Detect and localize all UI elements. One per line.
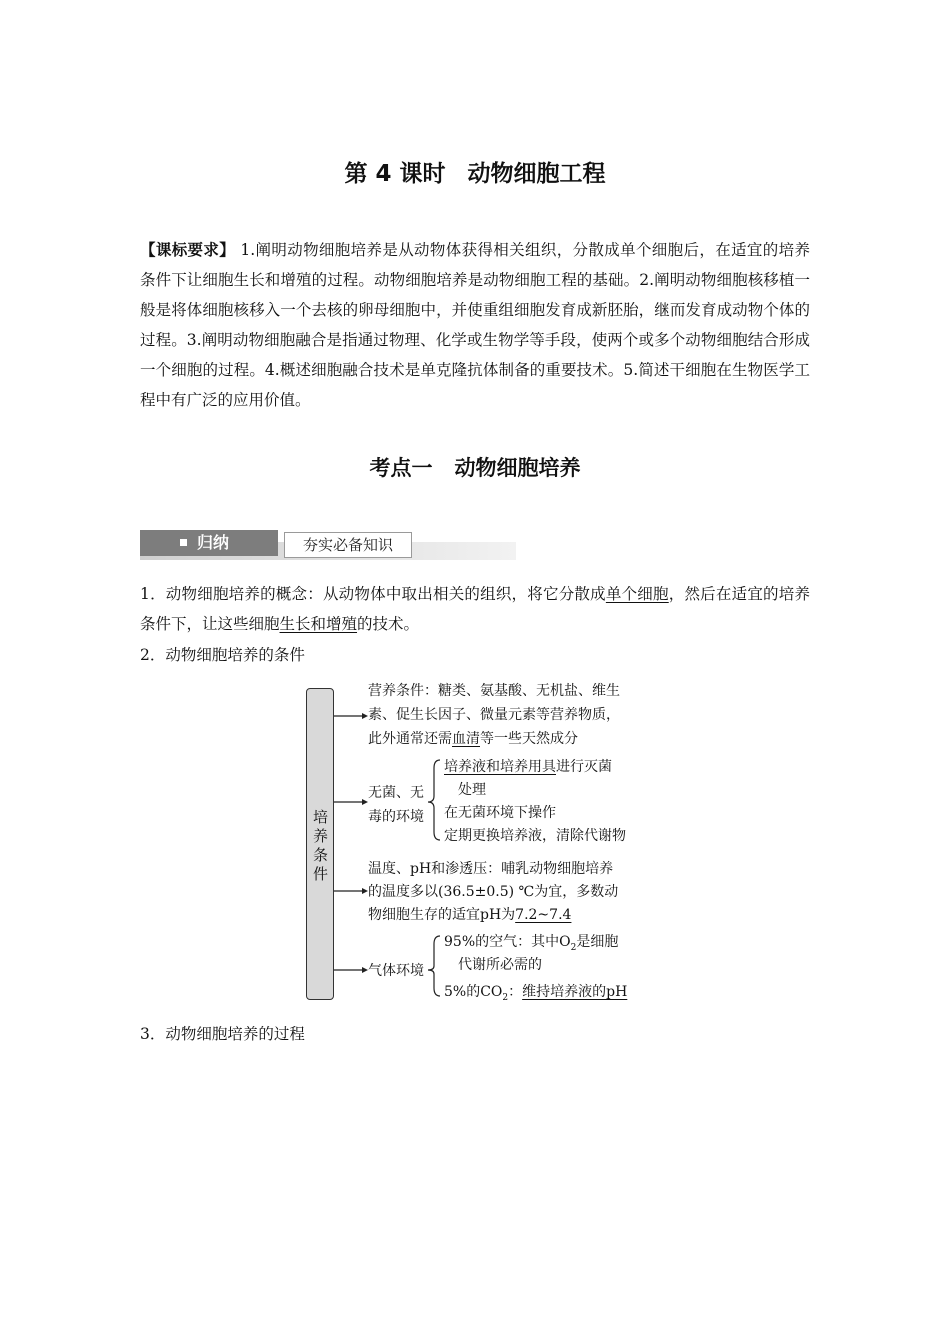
sterile-item-1 [444,756,612,778]
sterile-item-1b: 进行灭菌 [556,759,612,775]
item1-text-a: 从动物体中取出相关的组织，将它分散成 [322,585,606,603]
section-title [0,452,950,482]
gas-item-1c: 代谢所必需的 [458,957,542,973]
item3-number: 3． [140,1025,166,1043]
temp-line-1: 温度、pH和渗透压：哺乳动物细胞培养 [368,861,614,877]
temp-line-2: 的温度多以(36.5±0.5) ℃为宜，多数动 [368,884,619,900]
sterile-label-1: 无菌、无 [368,785,424,801]
item1-underline-growth: 生长和增殖 [279,615,358,633]
nutrition-line-2: 素、促生长因子、微量元素等营养物质， [368,707,620,723]
temp-line-3a: 物细胞生存的适宜pH为 [368,907,516,923]
nutrition-line-1: 营养条件：糖类、氨基酸、无机盐、维生 [368,683,620,699]
item2-label: 动物细胞培养的条件 [165,646,305,664]
nutrition-line-3a: 此外通常还需 [368,731,452,747]
item2-heading [140,643,305,665]
section-number: 考点一 [369,456,433,480]
item1-number: 1． [140,585,166,603]
concept-paragraph [140,579,810,639]
sterile-label-2: 毒的环境 [368,809,424,825]
gas-item-1b: 是细胞 [576,934,619,950]
gas-item-1-sub: 2 [570,942,577,953]
temp-ph-underline: 7.2~7.4 [515,907,572,923]
lesson-number: 第 4 课时 [344,161,446,187]
lesson-title [0,155,950,188]
item1-label: 动物细胞培养的概念： [165,585,323,603]
item3-heading [140,1022,305,1044]
item1-text-b: ，然后在适宜的培养条件下，让这些细胞 [140,585,810,633]
requirements-label: 【课标要求】 [140,241,236,259]
item1-text-c: 的技术。 [357,615,420,633]
lesson-name: 动物细胞工程 [467,161,606,187]
curriculum-requirements [140,235,810,415]
temp-line-3 [368,904,571,926]
gas-label: 气体环境 [368,963,424,979]
diagram-root-label: 培养条件 [311,809,329,885]
gas-item-1a: 95%的空气：其中O [444,934,571,950]
banner-dark-label: 归纳 [197,533,230,552]
square-bullet-icon [180,539,187,546]
banner-dark-tab [140,530,278,556]
item1-underline-single-cell: 单个细胞 [605,585,669,603]
gas-item-2 [444,981,627,1009]
sterile-item-2: 在无菌环境下操作 [444,805,556,821]
item2-number: 2． [140,646,166,664]
requirements-text: 1.阐明动物细胞培养是从动物体获得相关组织，分散成单个细胞后，在适宜的培养条件下让细胞生长和增殖的过程。动物细胞培养是动物细胞工程的基础。2.阐明动物细胞核移植一般是将体细胞核移入一个去核的卵母细胞中，并使重组细胞发育成新胚胎，继而发育成动物个体的过程。3.阐明动物细胞融合是指通过物理、化学或生物学等手段，使两个或多个动物细胞结合形成一个细胞的过程。4.概述细胞融合技术是单克隆抗体制备的重要技术。5.简述干细胞在生物医学工程中有广泛的应用价值。 [140,241,810,409]
nutrition-serum-underline: 血清 [452,731,480,747]
section-name: 动物细胞培养 [454,456,581,480]
summary-banner [140,530,516,560]
gas-ph-underline: 维持培养液的pH [522,984,628,1000]
gas-item-2a: 5%的CO [444,984,503,1000]
sterile-medium-underline: 培养液和培养用具 [444,759,556,775]
banner-light-label: 夯实必备知识 [284,532,412,558]
item3-label: 动物细胞培养的过程 [165,1025,305,1043]
nutrition-line-3b: 等一些天然成分 [480,731,578,747]
sterile-item-3: 定期更换培养液，清除代谢物 [444,828,626,844]
gas-item-2b: ： [508,984,523,1000]
gas-item-2-sub: 2 [502,992,509,1003]
sterile-item-1c: 处理 [458,782,486,798]
culture-conditions-diagram [300,680,660,1006]
nutrition-line-3 [368,728,578,750]
